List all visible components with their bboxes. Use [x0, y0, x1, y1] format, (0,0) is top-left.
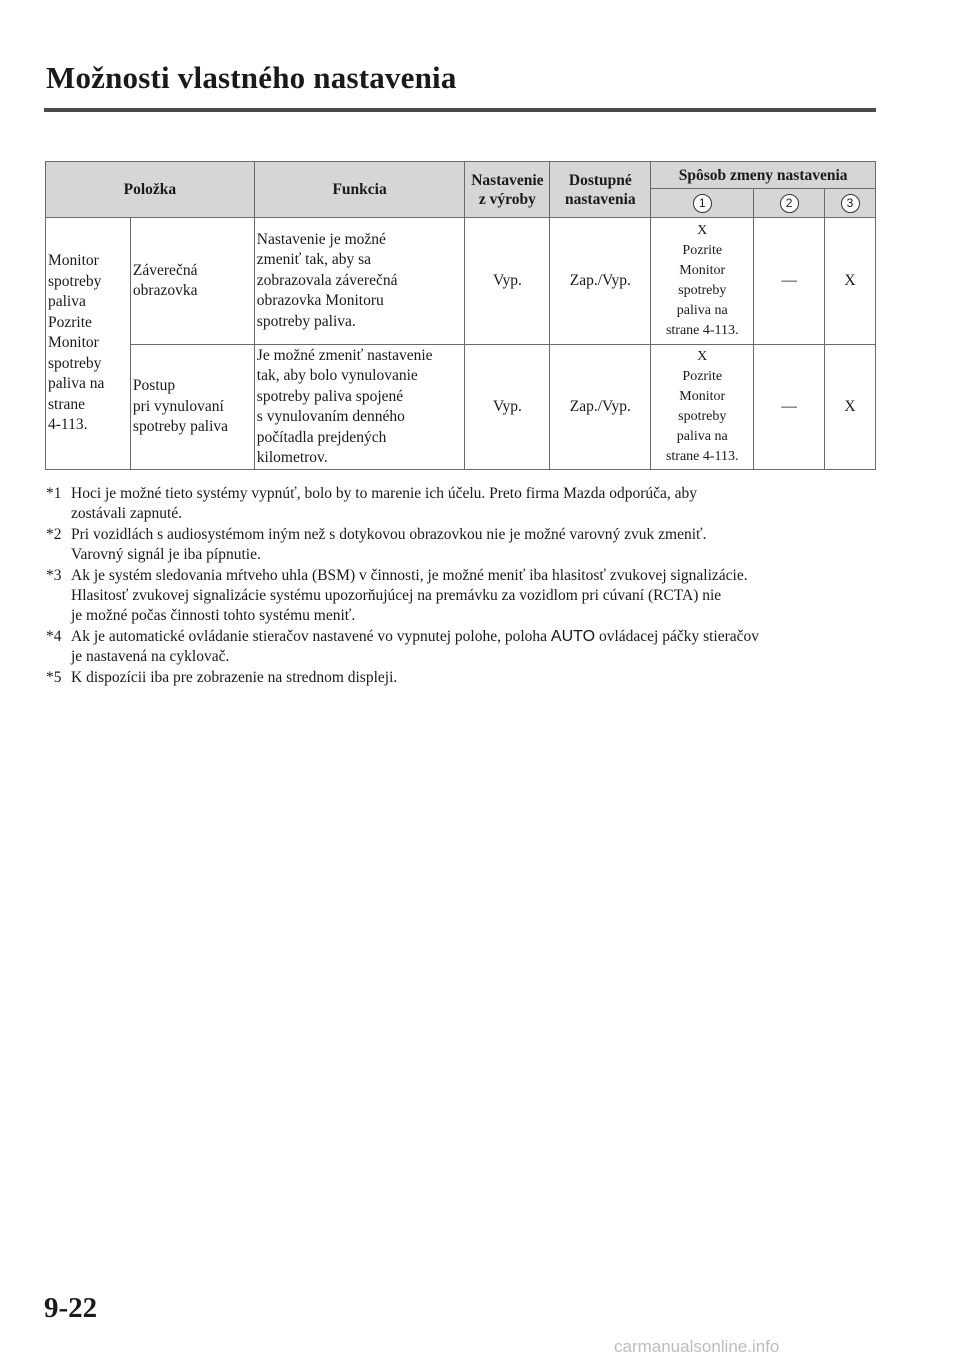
footnote-text: Ak je systém sledovania mŕtveho uhla (BSM) v činnosti, je možné meniť iba hlasitosť zvukovej signalizácie. Hlasitosť zvukovej signalizácie systému upozorňujúcej na premávku za vozidlom pri cúvaní (RCTA) nie je možné počas činnosti tohto systému meniť.	[71, 567, 748, 624]
method-1-cell: X Pozrite Monitor spotreby paliva na strane 4-113.	[651, 345, 754, 470]
footnote-text-after: ovládacej páčky stieračov je nastavená na cyklovač.	[71, 628, 760, 665]
circled-number-3: 3	[841, 194, 860, 213]
title-rule	[44, 108, 876, 112]
footnote-text: Pri vozidlách s audiosystémom iným než s dotykovou obrazovkou nie je možné varovný zvuk zmeniť. Varovný signál je iba pípnutie.	[71, 526, 707, 563]
footnote-number: *3	[46, 567, 62, 584]
header-method-3	[825, 189, 876, 218]
footnote-number: *2	[46, 526, 62, 543]
method-3-cell: X	[825, 218, 876, 345]
header-method-1	[651, 189, 754, 218]
footnote-number: *1	[46, 485, 62, 502]
footnote	[46, 525, 878, 565]
factory-setting-cell: Vyp.	[465, 218, 550, 345]
table-row	[46, 345, 876, 470]
footnote-text	[71, 627, 878, 667]
footnote-text: K dispozícii iba pre zobrazenie na strednom displeji.	[71, 669, 398, 686]
circled-number-1: 1	[693, 194, 712, 213]
footnote	[46, 627, 878, 667]
available-settings-cell: Zap./Vyp.	[550, 218, 651, 345]
circled-number-2: 2	[780, 194, 799, 213]
header-available-settings: Dostupné nastavenia	[550, 162, 651, 218]
watermark: carmanualsonline.info	[614, 1337, 780, 1356]
header-method-2	[754, 189, 825, 218]
method-2-cell: —	[754, 218, 825, 345]
header-factory-setting: Nastavenie z výroby	[465, 162, 550, 218]
available-settings-cell: Zap./Vyp.	[550, 345, 651, 470]
function-name-cell: Postup pri vynulovaní spotreby paliva	[130, 345, 254, 470]
header-row	[46, 162, 876, 189]
method-1-cell: X Pozrite Monitor spotreby paliva na strane 4-113.	[651, 218, 754, 345]
footnote-number: *4	[46, 628, 62, 645]
item-cell: Monitor spotreby paliva Pozrite Monitor spotreby paliva na strane 4-113.	[46, 218, 131, 470]
page-title: Možnosti vlastného nastavenia	[46, 60, 457, 95]
auto-position-label: AUTO	[550, 628, 596, 645]
function-description-cell: Je možné zmeniť nastavenie tak, aby bolo vynulovanie spotreby paliva spojené s vynulovaním denného počítadla prejdených kilometrov.	[254, 345, 465, 470]
footnote-text-before: Ak je automatické ovládanie stieračov nastavené vo vypnutej polohe, poloha	[71, 628, 551, 645]
footnote-number: *5	[46, 669, 62, 686]
footnote	[46, 484, 878, 524]
header-change-method: Spôsob zmeny nastavenia	[651, 162, 876, 189]
function-name-cell: Záverečná obrazovka	[130, 218, 254, 345]
factory-setting-cell: Vyp.	[465, 345, 550, 470]
footnote	[46, 668, 878, 688]
method-2-cell: —	[754, 345, 825, 470]
table-row	[46, 218, 876, 345]
method-3-cell: X	[825, 345, 876, 470]
footnote	[46, 566, 878, 626]
footnotes	[46, 484, 878, 689]
function-description-cell: Nastavenie je možné zmeniť tak, aby sa zobrazovala záverečná obrazovka Monitoru spotreby paliva.	[254, 218, 465, 345]
page-number: 9-22	[44, 1292, 98, 1324]
header-function: Funkcia	[254, 162, 465, 218]
header-item: Položka	[46, 162, 255, 218]
settings-table	[45, 161, 876, 470]
footnote-text: Hoci je možné tieto systémy vypnúť, bolo by to marenie ich účelu. Preto firma Mazda odporúča, aby zostávali zapnuté.	[71, 485, 698, 522]
